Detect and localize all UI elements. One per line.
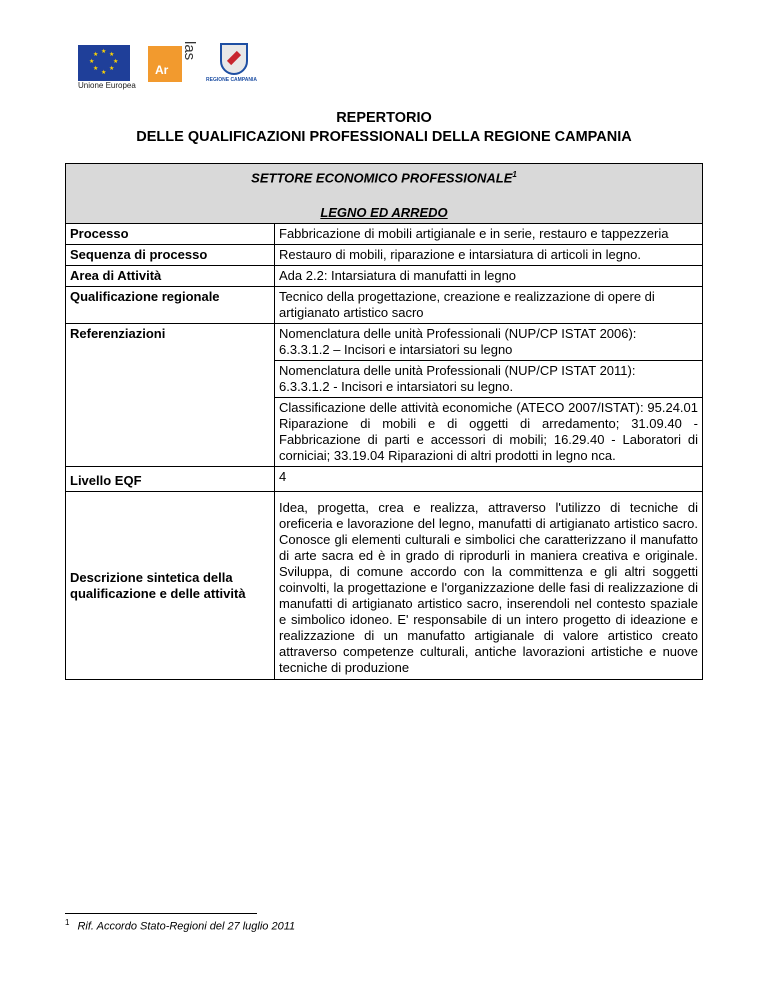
- document-title-line2: DELLE QUALIFICAZIONI PROFESSIONALI DELLA REGIONE CAMPANIA: [136, 129, 632, 145]
- ref-ateco: Classificazione delle attività economiche (ATECO 2007/ISTAT): 95.24.01 Riparazione di mobili e di oggetti di arredamento; 31.09.40 - Fabbricazione di parti e accessori di mobili; 16.29.40 - Laboratori di corniciai; 33.19.04 Riparazioni di altri prodotti in legno nca.: [275, 398, 703, 467]
- footnote-separator: [65, 913, 257, 914]
- sector-header-cell: [66, 164, 703, 224]
- arlas-logo: [148, 41, 198, 83]
- sector-name: LEGNO ED ARREDO: [320, 205, 448, 221]
- sector-title: SETTORE ECONOMICO PROFESSIONALE$^1$: [251, 170, 517, 186]
- header-logos: [78, 43, 278, 89]
- processo-value: Fabbricazione di mobili artigianale e in serie, restauro e tappezzeria: [275, 224, 703, 245]
- regione-caption: REGIONE CAMPANIA: [206, 77, 258, 83]
- ref-nup-2006: Nomenclatura delle unità Professionali (NUP/CP ISTAT 2006): 6.3.3.1.2 – Incisori e intarsiatori su legno: [275, 324, 703, 361]
- document-title-line1: REPERTORIO: [336, 110, 432, 126]
- eqf-label: Livello EQF: [66, 467, 275, 492]
- ref-nup-2011: Nomenclatura delle unità Professionali (NUP/CP ISTAT 2011): 6.3.3.1.2 - Incisori e intarsiatori su legno.: [275, 361, 703, 398]
- descrizione-label: Descrizione sintetica della qualificazione e delle attività: [66, 492, 275, 680]
- qualificazione-value: Tecnico della progettazione, creazione e realizzazione di opere di artigianato artistico sacro: [275, 287, 703, 324]
- footnote: $^1$ Rif. Accordo Stato-Regioni del 27 luglio 2011: [65, 918, 296, 933]
- regione-campania-logo: [206, 43, 262, 87]
- referenziazioni-label: Referenziazioni: [66, 324, 275, 467]
- area-label: Area di Attività: [66, 266, 275, 287]
- eu-flag-logo: ★ ★ ★ ★ ★ ★ ★ ★: [78, 45, 130, 81]
- eu-caption: Unione Europea: [78, 81, 136, 90]
- arlas-logo-text: Ar: [155, 63, 169, 77]
- arlas-logo-side-text: las: [181, 41, 198, 61]
- descrizione-value: Idea, progetta, crea e realizza, attraverso l'utilizzo di tecniche di oreficeria e lavorazione del legno, manufatti di artigianato artistico sacro. Conosce gli elementi culturali e simbolici che caratterizzano il manufatto di arte sacra ed è in grado di riprodurli in maniera creativa e originale. Sviluppa, di comune accordo con la committenza e gli altri soggetti coinvolti, la progettazione e l'organizzazione delle fasi di realizzazione di manufatti di artigianato artistico sacro, inserendoli nel contesto spaziale e simbolico idoneo. E' responsabile di un intero progetto di ideazione e realizzazione di un manufatto artigianale di valore artistico creato attraverso competenze culturali, antiche lavorazioni artistiche e nuove tecniche di produzione: [275, 492, 703, 680]
- sequenza-value: Restauro di mobili, riparazione e intarsiatura di articoli in legno.: [275, 245, 703, 266]
- eqf-value: 4: [275, 467, 703, 492]
- sequenza-label: Sequenza di processo: [66, 245, 275, 266]
- qualificazione-label: Qualificazione regionale: [66, 287, 275, 324]
- qualification-table: [65, 163, 703, 680]
- area-value: Ada 2.2: Intarsiatura di manufatti in legno: [275, 266, 703, 287]
- processo-label: Processo: [66, 224, 275, 245]
